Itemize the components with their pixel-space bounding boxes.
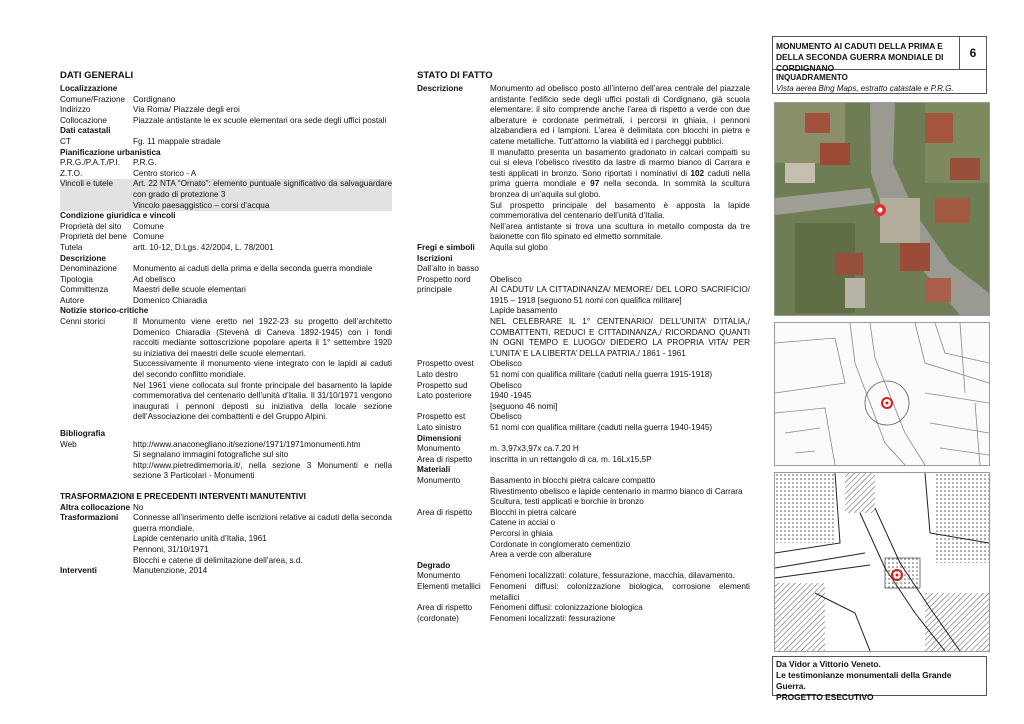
ct-row: CT Fg. 11 mappale stradale bbox=[60, 136, 221, 146]
autore-row: Autore Domenico Chiaradia bbox=[60, 295, 208, 305]
right-panel bbox=[772, 36, 987, 94]
collocazione-row: Collocazione Piazzale antistante le ex scuole elementari ora sede degli uffici postali bbox=[60, 115, 387, 125]
dallalto-label: Dall’alto in basso bbox=[417, 264, 479, 274]
lato-destro-row: Lato destro 51 nomi con qualifica militare (caduti nella guerra 1915-1918) bbox=[417, 370, 713, 380]
stato-di-fatto-heading: STATO DI FATTO bbox=[417, 70, 493, 81]
deg-metallici-row: Elementi metallici Fenomeni diffusi: colonizzazione biologica, corrosione elementi metallici bbox=[417, 581, 750, 602]
inquadramento-box bbox=[772, 70, 987, 94]
prospetto-sud-row: Prospetto sud Obelisco bbox=[417, 380, 522, 390]
degrado-label: Degrado bbox=[417, 560, 451, 570]
committenza-row: Committenza Maestri delle scuole elementari bbox=[60, 285, 246, 295]
comune-row: Comune/Frazione Cordignano bbox=[60, 94, 176, 104]
prospetto-ovest-row: Prospetto ovest Obelisco bbox=[417, 359, 522, 369]
descrizione-label: Descrizione bbox=[60, 253, 106, 263]
aerial-view-image bbox=[774, 102, 990, 316]
pianificazione-label: Pianificazione urbanistica bbox=[60, 147, 161, 157]
footer-line-1: Da Vidor a Vittorio Veneto. bbox=[776, 659, 881, 669]
cadastral-map-image bbox=[774, 322, 990, 466]
title-box bbox=[772, 36, 987, 73]
dim-monumento-row: Monumento m. 3,97x3,97x ca.7.20 H bbox=[417, 444, 579, 454]
sheet-number: 6 bbox=[959, 37, 986, 69]
prg-row: P.R.G./P.A.T./P.I. P.R.G. bbox=[60, 158, 157, 168]
inquadramento-caption: Vista aerea Bing Maps, estratto catastale e P.R.G. bbox=[776, 83, 954, 93]
dati-generali-section bbox=[60, 70, 392, 577]
dim-area-row: Area di rispetto inscritta in un rettangolo di ca. m. 16Lx15,5P bbox=[417, 454, 652, 464]
deg-area-row: Area di rispetto Fenomeni diffusi: colonizzazione biologica bbox=[417, 603, 643, 613]
lato-sinistro-row: Lato sinistro 51 nomi con qualifica militare (caduti nella guerra 1940-1945) bbox=[417, 423, 713, 432]
lato-posteriore-row: Lato posteriore 1940 -1945 [seguono 46 nomi] bbox=[417, 391, 558, 411]
deg-cordonate-row: (cordonate) Fenomeni localizzati: fessurazione bbox=[417, 613, 616, 623]
interventi-row: Interventi Manutenzione, 2014 bbox=[60, 566, 208, 576]
dati-generali-heading: DATI GENERALI bbox=[60, 70, 134, 81]
web-link-1[interactable]: http://www.anaconegliano.it/sezione/1971/1971monumenti.htm bbox=[133, 439, 361, 449]
indirizzo-row: Indirizzo Via Roma/ Piazzale degli eroi bbox=[60, 105, 240, 115]
web-link-2[interactable]: http://www.pietredimemoria.it/, nella sezione 3 Monumenti e nella sezione 3 Particolari - Monumenti bbox=[133, 460, 392, 481]
tipologia-row: Tipologia Ad obelisco bbox=[60, 274, 176, 284]
web-row: Web http://www.anaconegliano.it/sezione/1971/1971monumenti.htm Si segnalano immagini fotografiche sul sito http://www.pietredimemoria.it/, nella sezione 3 Monumenti e nella sezione 3 Particolari - Monumenti bbox=[60, 439, 392, 481]
footer-box bbox=[772, 656, 987, 702]
prospetto-est-row: Prospetto est Obelisco bbox=[417, 412, 522, 422]
monument-title: MONUMENTO AI CADUTI DELLA PRIMA E DELLA SECONDA GUERRA MONDIALE DI CORDIGNANO bbox=[776, 41, 944, 73]
tutela-row: Tutela artt. 10-12, D.Lgs. 42/2004, L. 78/2001 bbox=[60, 242, 274, 252]
iscrizioni-label: Iscrizioni bbox=[417, 253, 453, 263]
fregi-row: Fregi e simboli Aquila sul globo bbox=[417, 242, 548, 252]
descrizione-row: Descrizione Monumento ad obelisco posto all’interno dell’area centrale del piazzale antistante l’edificio sede degli uffici postali di Cordignano, già scuola elementare: il sito comprende anche l’area di rispetto a verde con due alberature e cordonate perimetrali, i percorsi in ghiaia, i pennoni alzabandiera ed i lampioni. L’area è delimitata con blocchi in pietra e catene metalliche. Tutt’attorno la viabilità ed i parcheggi pubblici. Il manufatto presenta un basamento gradonato in calcari compatti su cui si eleva l’obelisco rivestito da lastre di marmo bianco di Carrara e testi applicati in bronzo. Sono riportati i nominativi di 102 caduti nella prima guerra mondiale e 97 nella seconda. In sommità la scultura bronzea di un’aquila sul globo. Sul prospetto principale del basamento è apposta la lapide commemorativa del centenario dell’unità d’Italia. Nell’area antistante si trova una scultura in metallo composta da tre baionette con filo spinato ed elmetto sommitale. bbox=[417, 84, 750, 242]
prg-map-image bbox=[774, 472, 990, 652]
footer-line-3: PROGETTO ESECUTIVO bbox=[776, 692, 874, 702]
mat-monumento-row: Monumento Basamento in blocchi pietra calcare compatto Rivestimento obelisco e lapide centenario in marmo bianco di Carrara Scultura, testi applicati e borchie in bronzo bbox=[417, 475, 743, 507]
proprieta-sito-row: Proprietà del sito Comune bbox=[60, 221, 164, 231]
deg-monumento-row: Monumento Fenomeni localizzati: colature, fessurazione, macchia, dilavamento. bbox=[417, 571, 735, 581]
inquadramento-label: INQUADRAMENTO bbox=[776, 73, 848, 82]
notizie-label: Notizie storico-critiche bbox=[60, 306, 149, 316]
mat-area-row: Area di rispetto Blocchi in pietra calcare Catene in acciai o Percorsi in ghiaia Cordonate in conglomerato cementizio Area a verde con alberature bbox=[417, 507, 631, 560]
altra-collocazione-row: Altra collocazione No bbox=[60, 502, 144, 512]
localizzazione-label: Localizzazione bbox=[60, 84, 118, 93]
vincoli-row: Vincoli e tutele Art. 22 NTA “Ornato”: elemento puntuale significativo da salvaguardare con grado di protezione 3 Vincolo paesaggistico – corsi d’acqua bbox=[60, 179, 392, 210]
trasformazioni-row: Trasformazioni Connesse all’inserimento delle iscrizioni relative ai caduti della seconda guerra mondiale. Lapide centenario unità d’Italia, 1961 Pennoni, 31/10/1971 Blocchi e catene di delimitazione dell’area, s.d. bbox=[60, 513, 392, 565]
trasformazioni-heading: TRASFORMAZIONI E PRECEDENTI INTERVENTI MANUTENTIVI bbox=[60, 491, 306, 501]
proprieta-bene-row: Proprietà del bene Comune bbox=[60, 232, 164, 242]
stato-di-fatto-section bbox=[417, 70, 750, 624]
footer-line-2: Le testimonianze monumentali della Grande Guerra. bbox=[776, 670, 952, 691]
principale-row: principale AI CADUTI/ LA CITTADINANZA/ MEMORE/ DEL LORO SACRIFICIO/ 1915 – 1918 [seguono 51 nomi con qualifica militare] Lapide basamento NEL CELEBRARE IL 1° CENTENARIO/ DELL’UNITA’ D’ITALIA,/ COMBATTENTI, REDUCI E CITTADINANZA,/ RICORDANO QUANTI IN OGNI TEMPO E LUOGO/ DIEDERO LA PROPRIA VITA/ PER L’UNITA’ E LA LIBERTA’ DELLA PATRIA./ 1861 - 1961 bbox=[417, 285, 750, 358]
denominazione-row: Denominazione Monumento ai caduti della prima e della seconda guerra mondiale bbox=[60, 264, 373, 274]
prospetto-nord-row: Prospetto nord Obelisco bbox=[417, 274, 522, 284]
cenni-row: Cenni storici Il Monumento viene eretto nel 1922-23 su progetto dell’architetto Domenico Chiaradia (Stevenà di Caneva 1892-1945) con i fondi raccolti mediante sottoscrizione popolare aperta il 1° settembre 1920 su iniziativa dei maestri delle scuole elementari. Successivamente il monumento viene integrato con le lapidi ai caduti del secondo conflitto mondiale. Nel 1961 viene collocata sul fronte principale del basamento la lapide commemorativa del centenario dell’unità d’Italia. Il 31/10/1971 vengono inaugurati i pennoni deposti su iniziativa della locale sezione dell’Associazione dei combattenti e del Gruppo Alpini. bbox=[60, 317, 392, 422]
zto-row: Z.T.O. Centro storico - A bbox=[60, 168, 197, 178]
dimensioni-label: Dimensioni bbox=[417, 433, 462, 443]
condizione-label: Condizione giuridica e vincoli bbox=[60, 211, 176, 221]
materiali-label: Materiali bbox=[417, 465, 451, 475]
bibliografia-label: Bibliografia bbox=[60, 429, 106, 438]
dati-catastali-label: Dati catastali bbox=[60, 126, 111, 136]
